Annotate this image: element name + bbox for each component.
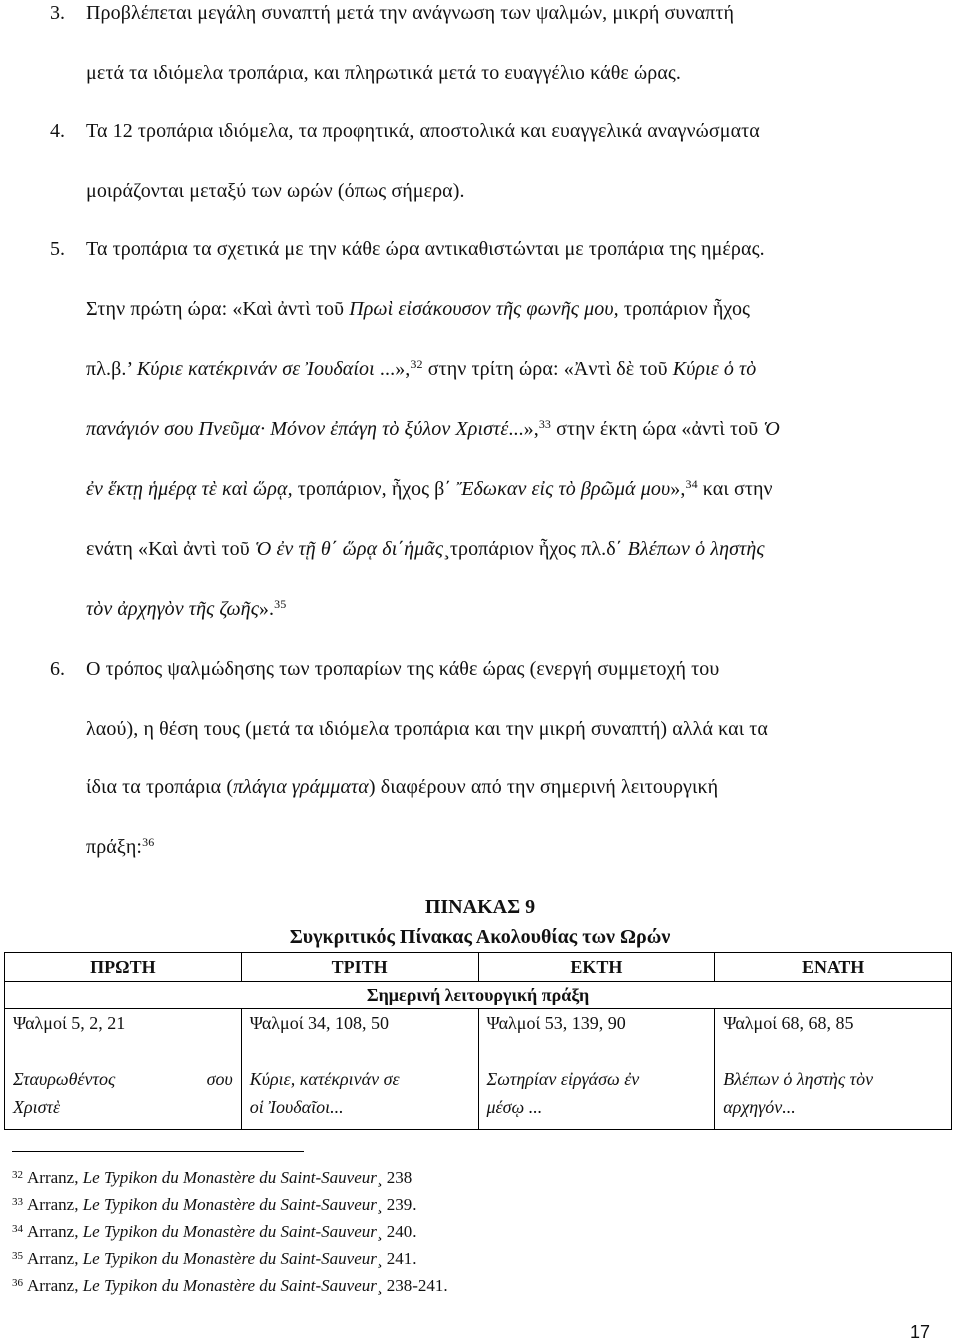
footnote-33: $^{33}$ Arranz, Le Typikon du Monastère du Saint-Sauveur¸ 239.: [12, 1195, 417, 1214]
item-6-line-2: λαού), η θέση τους (μετά τα ιδιόμελα τροπάρια και την μικρή συναπτή) αλλά και τα: [86, 718, 769, 740]
psalm-cell: Ψαλμοί 53, 139, 90: [478, 1009, 715, 1066]
footnote-ref-33[interactable]: 33: [538, 417, 552, 431]
table-title: ΠΙΝΑΚΑΣ 9: [424, 896, 536, 918]
item-6-line-4: πράξη:$^{36}$: [86, 835, 155, 858]
footnote-ref-34[interactable]: 34: [685, 477, 698, 491]
item-5-line-2: Στην πρώτη ώρα: «Καὶ ἀντὶ τοῦ Πρωὶ εἰσάκουσον τῆς φωνῆς μου, τροπάριον ἦχος: [86, 298, 751, 320]
table-row: [5, 1009, 952, 1066]
item-6-line-3: ίδια τα τροπάρια (πλάγια γράμματα) διαφέρουν από την σημερινή λειτουργική: [86, 776, 719, 798]
header-cell: ΕΚΤΗ: [478, 953, 715, 982]
table-header-row: [5, 953, 952, 982]
item-4-line-1: Τα 12 τροπάρια ιδιόμελα, τα προφητικά, αποστολικά και ευαγγελικά αναγνώσματα: [86, 120, 760, 142]
item-3-number: 3.: [50, 2, 65, 24]
table-section-row: [5, 982, 952, 1009]
header-cell: ΠΡΩΤΗ: [5, 953, 242, 982]
footnote-divider: [12, 1151, 304, 1152]
footnote-32: $^{32}$ Arranz, Le Typikon du Monastère du Saint-Sauveur¸ 238: [12, 1168, 413, 1187]
item-5-line-1: Τα τροπάρια τα σχετικά με την κάθε ώρα αντικαθιστώνται με τροπάρια της ημέρας.: [86, 238, 765, 260]
troparion-cell: Σταυρωθέντος σου Χριστὲ: [5, 1065, 242, 1130]
item-5-line-6: ενάτη «Καὶ ἀντὶ τοῦ Ὁ ἐν τῇ θ΄ ὥρᾳ δι΄ἡμᾶς¸τροπάριον ἦχος πλ.δ΄ Βλέπων ὁ ληστὴς: [86, 538, 765, 560]
section-cell: Σημερινή λειτουργική πράξη: [5, 982, 952, 1009]
footnote-ref-35[interactable]: 35: [274, 597, 287, 611]
psalm-cell: Ψαλμοί 68, 68, 85: [715, 1009, 952, 1066]
item-5-line-3: πλ.β.’ Κύριε κατέκρινάν σε Ἰουδαίοι ...»,$^{32}$ στην τρίτη ώρα: «Ἀντὶ δὲ τοῦ Κύριε ὁ τὸ: [86, 357, 757, 380]
table-row: [5, 1065, 952, 1130]
comparison-table: [4, 952, 952, 1130]
header-cell: ΕΝΑΤΗ: [715, 953, 952, 982]
item-4-line-2: μοιράζονται μεταξύ των ωρών (όπως σήμερα).: [86, 180, 465, 202]
footnote-36: $^{36}$ Arranz, Le Typikon du Monastère du Saint-Sauveur¸ 238-241.: [12, 1276, 448, 1295]
item-3-line-2: μετά τα ιδιόμελα τροπάρια, και πληρωτικά μετά το ευαγγέλιο κάθε ώρας.: [86, 62, 682, 84]
item-3-line-1: Προβλέπεται μεγάλη συναπτή μετά την ανάγνωση των ψαλμών, μικρή συναπτή: [86, 2, 735, 24]
troparion-cell: Σωτηρίαν εἰργάσω ἐν μέσῳ ...: [478, 1065, 715, 1130]
page-number: 17: [909, 1322, 930, 1342]
item-5-line-7: τὸν ἀρχηγὸν τῆς ζωῆς».$^{35}$: [86, 597, 287, 620]
item-5-line-4: πανάγιόν σου Πνεῦμα· Μόνον ἐπάγη τὸ ξύλον Χριστέ...»,$^{33}$ στην έκτη ώρα «ἀντὶ τοῦ Ὁ: [86, 417, 780, 440]
troparion-cell: Κύριε, κατέκρινάν σε οἱ Ἰουδαῖοι...: [241, 1065, 478, 1130]
item-4-number: 4.: [50, 120, 65, 142]
psalm-cell: Ψαλμοί 34, 108, 50: [241, 1009, 478, 1066]
psalm-cell: Ψαλμοί 5, 2, 21: [5, 1009, 242, 1066]
footnote-35: $^{35}$ Arranz, Le Typikon du Monastère du Saint-Sauveur¸ 241.: [12, 1249, 417, 1268]
item-6-line-1: Ο τρόπος ψαλμώδησης των τροπαρίων της κάθε ώρας (ενεργή συμμετοχή του: [86, 658, 720, 680]
item-5-line-5: ἐν ἕκτῃ ἡμέρᾳ τὲ καὶ ὥρᾳ, τροπάριον, ἦχος β΄ Ἔδωκαν εἰς τὸ βρῶμά μου»,$^{34}$ και στην: [86, 477, 773, 500]
footnote-ref-32[interactable]: 32: [410, 357, 423, 371]
footnote-34: $^{34}$ Arranz, Le Typikon du Monastère du Saint-Sauveur¸ 240.: [12, 1222, 417, 1241]
header-cell: ΤΡΙΤΗ: [241, 953, 478, 982]
troparion-cell: Βλέπων ὁ ληστὴς τὸν αρχηγόν...: [715, 1065, 952, 1130]
table-subtitle: Συγκριτικός Πίνακας Ακολουθίας των Ωρών: [289, 926, 671, 948]
item-5-number: 5.: [50, 238, 65, 260]
footnote-ref-36[interactable]: 36: [142, 835, 155, 849]
item-6-number: 6.: [50, 658, 65, 680]
